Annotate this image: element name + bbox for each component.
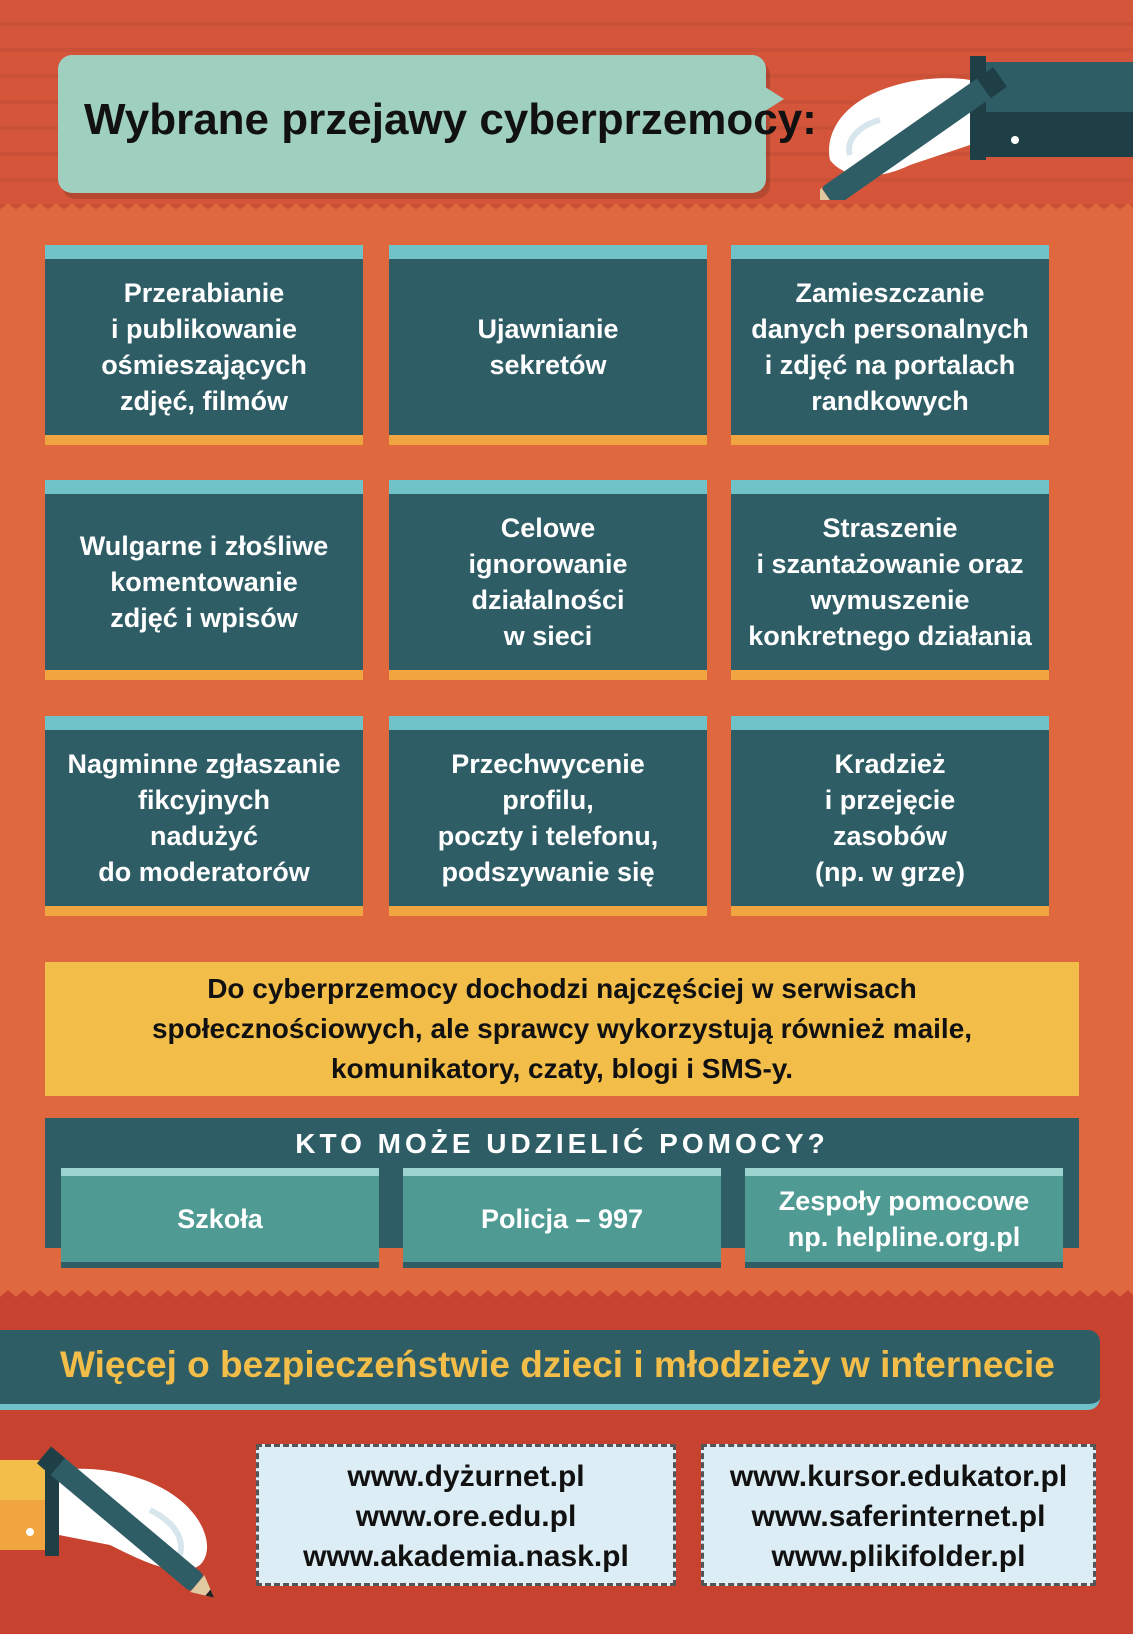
- card-dating-portals: [731, 245, 1049, 445]
- card-resource-theft: [731, 716, 1049, 916]
- more-info-title: Więcej o bezpieczeństwie dzieci i młodzieży w internecie: [60, 1344, 1055, 1385]
- card-text: Przechwycenie profilu, poczty i telefonu, podszywanie się: [437, 749, 659, 887]
- card-text: Nagminne zgłaszanie fikcyjnych nadużyć do moderatorów: [67, 749, 341, 887]
- help-option-school: [61, 1168, 379, 1268]
- link-kursor-edukator[interactable]: www.kursor.edukator.pl: [729, 1460, 1068, 1493]
- info-box: Do cyberprzemocy dochodzi najczęściej w serwisach społecznościowych, ale sprawcy wykorzystują również maile, komunikatory, czaty, blogi i SMS-y.: [45, 962, 1079, 1096]
- card-text: Wulgarne i złośliwe komentowanie zdjęć i wpisów: [79, 531, 329, 633]
- help-option-label: Szkoła: [177, 1204, 263, 1234]
- hand-writing-icon: [820, 50, 1133, 200]
- card-false-reports: [45, 716, 363, 916]
- card-text: Ujawnianie sekretów: [477, 314, 619, 380]
- help-title: KTO MOŻE UDZIELIĆ POMOCY?: [295, 1128, 829, 1159]
- card-ignoring: [389, 480, 707, 680]
- card-text: Kradzież i przejęcie zasobów (np. w grze): [815, 749, 965, 887]
- card-text: Celowe ignorowanie działalności w sieci: [468, 513, 628, 651]
- card-revealing-secrets: [389, 245, 707, 445]
- zigzag-divider-top: [0, 203, 1133, 217]
- card-threats: [731, 480, 1049, 680]
- link-dyzurnet[interactable]: www.dyżurnet.pl: [347, 1460, 585, 1493]
- help-option-label: Zespoły pomocowe np. helpline.org.pl: [778, 1186, 1030, 1252]
- link-plikifolder[interactable]: www.plikifolder.pl: [771, 1540, 1026, 1573]
- card-text: Straszenie i szantażowanie oraz wymuszenie konkretnego działania: [748, 513, 1032, 651]
- help-option-label: Policja – 997: [480, 1204, 644, 1234]
- links-box-right: [701, 1444, 1096, 1586]
- link-ore[interactable]: www.ore.edu.pl: [355, 1500, 577, 1533]
- card-text: Przerabianie i publikowanie ośmieszających zdjęć, filmów: [101, 278, 307, 416]
- link-akademia-nask[interactable]: www.akademia.nask.pl: [303, 1540, 629, 1573]
- links-box-left: [256, 1444, 676, 1586]
- more-info-banner: [0, 1330, 1100, 1410]
- help-box: [45, 1118, 1079, 1252]
- card-text: Zamieszczanie danych personalnych i zdjęć na portalach randkowych: [751, 278, 1029, 416]
- right-margin: [1133, 0, 1145, 1634]
- card-edited-media: [45, 245, 363, 445]
- card-vulgar-comments: [45, 480, 363, 680]
- link-saferinternet[interactable]: www.saferinternet.pl: [751, 1500, 1046, 1533]
- title-bubble: [58, 55, 817, 193]
- card-profile-hijack: [389, 716, 707, 916]
- hand-pen-icon: [0, 1440, 235, 1600]
- page-title: Wybrane przejawy cyberprzemocy:: [84, 95, 817, 144]
- help-option-police: [403, 1168, 721, 1268]
- zigzag-divider-bottom: [0, 1290, 1133, 1304]
- help-option-helpline: [745, 1168, 1063, 1268]
